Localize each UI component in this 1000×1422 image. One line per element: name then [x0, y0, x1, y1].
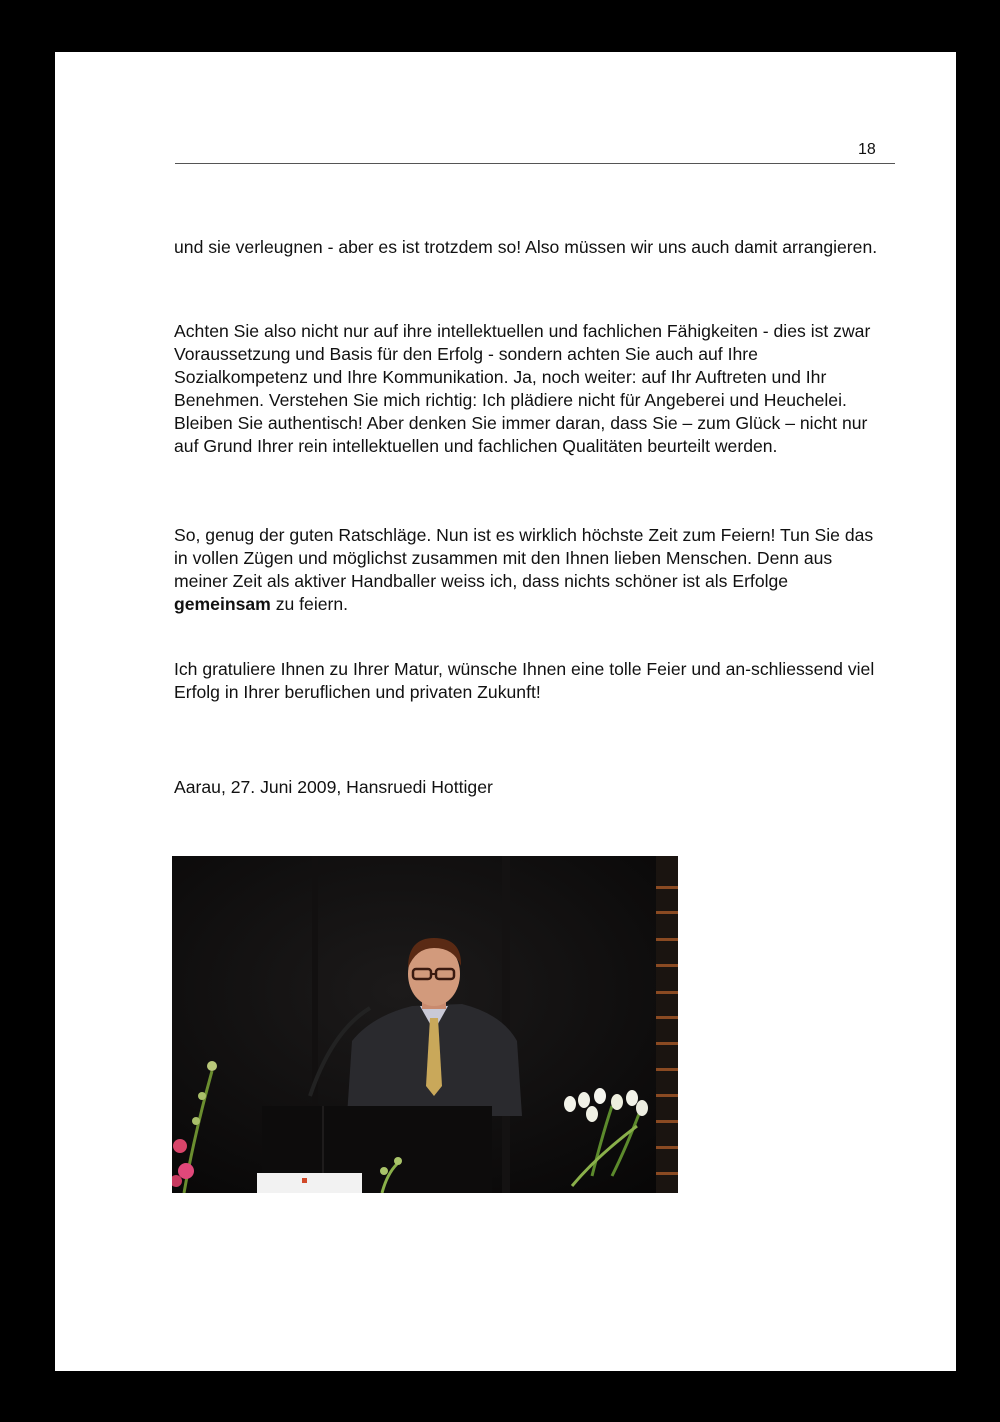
speaker-photo [172, 856, 678, 1193]
speaker-photo-illustration [172, 856, 678, 1193]
header-rule [175, 163, 895, 164]
paragraph-3-bold-word: gemeinsam [174, 594, 271, 614]
page-number: 18 [858, 141, 876, 158]
paragraph-4: Ich gratuliere Ihnen zu Ihrer Matur, wünsche Ihnen eine tolle Feier und an-schliessend viel Erfolg in Ihrer beruflichen und privaten Zukunft! [174, 659, 875, 702]
paragraph-2: Achten Sie also nicht nur auf ihre intellektuellen und fachlichen Fähigkeiten - dies ist zwar Voraussetzung und Basis für den Erfolg - sondern achten Sie auch auf Ihre Sozialkompetenz und Ihre Kommunikation. Ja, noch weiter: auf Ihr Auftreten und Ihr Benehmen. Verstehen Sie mich richtig: Ich plädiere nicht für Angeberei und Heuchelei. Bleiben Sie authentisch! Aber denken Sie immer daran, dass Sie – zum Glück – nicht nur auf Grund Ihrer rein intellektuellen und fachlichen Qualitäten beurteilt werden. [174, 321, 871, 456]
signature-line: Aarau, 27. Juni 2009, Hansruedi Hottiger [174, 777, 493, 797]
paragraph-3-text-end: zu feiern. [270, 594, 349, 614]
paragraph-3-text-start: So, genug der guten Ratschläge. Nun ist es wirklich höchste Zeit zum Feiern! Tun Sie das in vollen Zügen und möglichst zusammen mit den Ihnen lieben Menschen. Denn aus meiner Zeit als aktiver Handballer weiss ich, dass nichts schöner ist als Erfolge [174, 525, 874, 591]
paragraph-3 [174, 524, 886, 616]
paragraph-1: und sie verleugnen - aber es ist trotzdem so! Also müssen wir uns auch damit arrangieren. [174, 237, 878, 257]
